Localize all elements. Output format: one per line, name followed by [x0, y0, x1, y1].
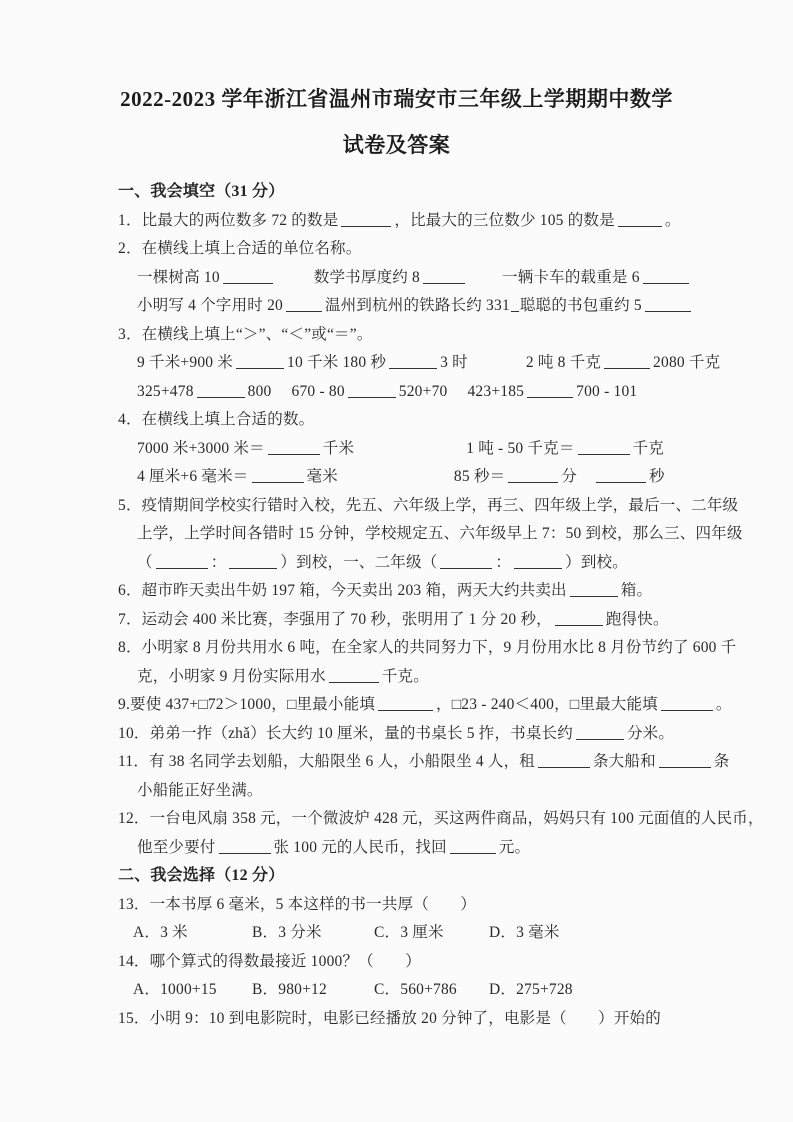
question-13 [0, 891, 793, 920]
section-heading-text: 一、我会填空（31 分） [118, 183, 285, 200]
text-segment: 1．比最大的两位数多 72 的数是 [118, 211, 339, 229]
text-segment: ： [495, 553, 512, 571]
text-segment: 跑得快。 [605, 610, 669, 628]
option-a: A．3 米 [133, 924, 188, 941]
option-d: D．3 毫米 [489, 924, 560, 941]
text-segment: 分米。 [626, 724, 675, 742]
text-segment: 千克。 [381, 667, 429, 685]
answer-blank [440, 554, 492, 569]
text-segment: 670 - 80 [291, 382, 345, 400]
answer-blank [514, 554, 562, 569]
answer-blank [604, 354, 650, 369]
spacer [354, 452, 466, 453]
question-2-units-row-1 [0, 264, 793, 293]
question-8-line-1 [0, 634, 793, 663]
answer-blank [643, 269, 689, 284]
answer-blank [223, 269, 273, 284]
option-c: C．3 厘米 [374, 924, 444, 941]
answer-blank [423, 269, 465, 284]
text-segment: 11．有 38 名同学去划船，大船限坐 6 人，小船限坐 4 人，租 [118, 753, 535, 770]
spacer [272, 395, 292, 396]
question-5-line-1 [0, 492, 793, 521]
text-segment: ）到校。 [565, 553, 628, 571]
question-13-options [0, 919, 793, 948]
text-segment: 一棵树高 10 [137, 268, 220, 286]
option-b: B．980+12 [252, 981, 327, 998]
text-segment: 。 [715, 696, 732, 713]
text-segment: 毫米 [306, 468, 338, 485]
option-b: B．3 分米 [252, 924, 322, 941]
text-segment: 5．疫情期间学校实行错时入校，先五、六年级上学，再三、四年级上学，最后一、二年级 [118, 496, 739, 514]
exam-title-line-2 [0, 128, 793, 162]
question-11-line-2 [0, 777, 793, 806]
answer-blank [508, 468, 558, 483]
question-10 [0, 720, 793, 749]
spacer [338, 480, 454, 481]
text-segment: 千米 [322, 439, 355, 457]
text-segment: 3．在横线上填上“＞”、“＜”或“＝”。 [118, 325, 373, 343]
answer-blank [659, 753, 711, 768]
answer-blank [555, 611, 603, 626]
question-3-compare-row-1 [0, 349, 793, 378]
text-segment: 聪聪的书包重约 5 [519, 297, 642, 314]
question-6 [0, 577, 793, 606]
text-segment: 10 千米 180 秒 [287, 354, 387, 371]
text-segment: 小船能正好坐满。 [137, 781, 263, 799]
question-4-fill-row-1 [0, 435, 793, 464]
text-segment: 2．在横线上填上合适的单位名称。 [118, 240, 362, 257]
text-segment: 520+70 [398, 382, 448, 400]
text-segment: 。 [664, 211, 681, 229]
text-segment: ： [210, 553, 227, 571]
text-segment: 数学书厚度约 8 [313, 268, 421, 286]
answer-blank [661, 696, 713, 711]
answer-blank [570, 582, 618, 597]
answer-blank [229, 554, 277, 569]
text-segment: 条大船和 [592, 753, 656, 770]
text-segment: 他至少要付 [137, 838, 216, 856]
question-7 [0, 606, 793, 635]
text-segment: 上学，上学时间各错时 15 分钟，学校规定五、六年级早上 7：50 到校，那么三、四年级 [137, 525, 743, 542]
title-text: 试卷及答案 [342, 133, 451, 157]
answer-blank [618, 212, 662, 227]
text-segment: ）到校，一、二年级（ [280, 553, 438, 571]
text-segment: 小明写 4 个字用时 20 [137, 297, 283, 314]
text-segment: 6．超市昨天卖出牛奶 197 箱，今天卖出 203 箱，两天大约共卖出 [118, 582, 567, 599]
question-11-line-1 [0, 748, 793, 777]
text-segment: 张 100 元的人民币，找回 [273, 838, 447, 856]
question-14 [0, 948, 793, 977]
answer-blank [348, 383, 396, 398]
option-d: D．275+728 [489, 981, 573, 998]
question-1 [0, 207, 793, 236]
text-segment: 1 吨 - 50 千克＝ [466, 439, 575, 457]
question-14-options [0, 976, 793, 1005]
text-segment: 7000 米+3000 米＝ [137, 439, 265, 457]
answer-blank [645, 297, 691, 312]
text-segment: 10．弟弟一拃（zhǎ）长大约 10 厘米，量的书桌长 5 拃，书桌长约 [118, 724, 573, 742]
text-segment: 秒 [649, 468, 665, 485]
answer-blank [527, 383, 573, 398]
option-a: A．1000+15 [133, 981, 217, 998]
question-5-line-3 [0, 549, 793, 578]
answer-blank [286, 297, 322, 312]
text-segment: ，比最大的三位数少 105 的数是 [394, 211, 615, 229]
question-3-compare-row-2 [0, 378, 793, 407]
title-text: 2022-2023 学年浙江省温州市瑞安市三年级上学期期中数学 [120, 87, 673, 111]
text-segment: 千克 [632, 439, 664, 457]
spacer [276, 281, 314, 282]
question-12-line-1 [0, 805, 793, 834]
text-segment: 克，小明家 9 月份实际用水 [137, 667, 326, 685]
spacer [577, 480, 593, 481]
text-segment: 3 时 [440, 354, 468, 371]
text-segment: 条 [713, 753, 730, 770]
question-15 [0, 1005, 793, 1034]
answer-blank [197, 383, 245, 398]
answer-blank [156, 554, 208, 569]
section-2-heading [0, 862, 793, 891]
text-segment: 8．小明家 8 月份共用水 6 吨，在全家人的共同努力下，9 月份用水比 8 月份节约了 600 千 [118, 639, 737, 656]
text-segment: 13．一本书厚 6 毫米，5 本这样的书一共厚（ ） [118, 895, 477, 913]
text-segment: 9 千米+900 米 [137, 354, 233, 371]
spacer [468, 281, 502, 282]
text-segment: 85 秒＝ [453, 468, 506, 485]
text-segment: 箱。 [620, 582, 653, 599]
text-segment: 4．在横线上填上合适的数。 [118, 411, 315, 428]
answer-blank [341, 212, 391, 227]
text-segment: 分 [561, 468, 577, 485]
question-12-line-2 [0, 834, 793, 863]
text-segment: 2 吨 8 千克 [525, 354, 602, 371]
spacer [468, 366, 526, 367]
answer-blank [219, 839, 271, 854]
answer-blank [329, 668, 379, 683]
text-segment: 元。 [498, 838, 531, 856]
text-segment: 一辆卡车的载重是 6 [502, 268, 640, 286]
spacer [447, 395, 467, 396]
text-segment: （ [137, 553, 153, 571]
question-9 [0, 691, 793, 720]
text-segment: 温州到杭州的铁路长约 331 [324, 297, 510, 314]
text-segment: 4 厘米+6 毫米＝ [137, 468, 249, 485]
question-8-line-2 [0, 663, 793, 692]
option-c: C．560+786 [374, 981, 457, 998]
answer-blank [576, 725, 624, 740]
text-segment: ，□23 - 240＜400，□里最大能填 [436, 696, 658, 713]
answer-blank [389, 354, 437, 369]
text-segment: 2080 千克 [653, 354, 721, 371]
section-heading-text: 二、我会选择（12 分） [118, 867, 285, 884]
answer-blank [578, 440, 630, 455]
section-1-heading [0, 178, 793, 207]
question-2-units-row-2 [0, 292, 793, 321]
text-segment: 7．运动会 400 米比赛，李强用了 70 秒，张明用了 1 分 20 秒， [118, 610, 552, 628]
text-segment: 800 [247, 382, 272, 400]
text-segment: 423+185 [467, 382, 525, 400]
question-5-line-2 [0, 520, 793, 549]
question-2 [0, 235, 793, 264]
question-3 [0, 321, 793, 350]
text-segment: 325+478 [137, 382, 194, 400]
answer-blank [268, 440, 320, 455]
question-4 [0, 406, 793, 435]
answer-blank [538, 753, 590, 768]
text-segment: 700 - 101 [576, 382, 638, 400]
answer-blank [236, 354, 284, 369]
answer-blank [378, 696, 433, 711]
answer-blank [450, 839, 496, 854]
text-segment: 9.要使 437+□72＞1000，□里最小能填 [118, 696, 376, 713]
answer-blank [596, 468, 646, 483]
text-segment: 12．一台电风扇 358 元，一个微波炉 428 元，买这两件商品，妈妈只有 100 元面值的人民币， [118, 810, 764, 827]
answer-blank [511, 297, 519, 312]
exam-title-line-1 [0, 82, 793, 116]
text-segment: 15．小明 9：10 到电影院时，电影已经播放 20 分钟了，电影是（ ）开始的 [118, 1009, 661, 1027]
text-segment: 14．哪个算式的得数最接近 1000？（ ） [118, 952, 421, 970]
answer-blank [252, 468, 304, 483]
question-4-fill-row-2 [0, 463, 793, 492]
